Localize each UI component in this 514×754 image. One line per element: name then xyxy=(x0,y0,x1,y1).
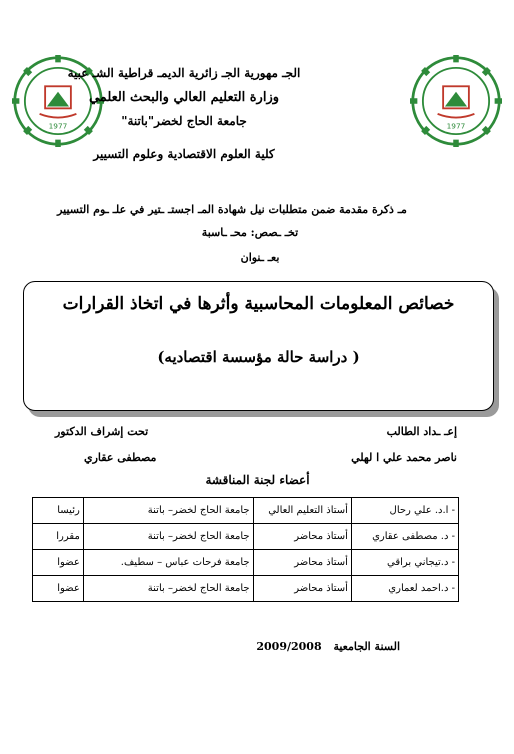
specialty-line: تخـ ـصص: محـ ـاسبة xyxy=(201,226,299,239)
supervisor-name: مصطفى عقاري xyxy=(84,451,157,464)
supervision-label: تحت إشراف الدكتور xyxy=(55,425,149,438)
thesis-title-box xyxy=(23,281,494,411)
committee-heading: أعضاء لجنة المناقشة xyxy=(205,473,310,487)
academic-year-value: 2009/2008 xyxy=(256,640,322,653)
svg-text:1977: 1977 xyxy=(446,121,466,131)
committee-university-cell: جامعة الحاج لخضر– باتنة xyxy=(83,576,253,602)
title-caption: بعـ ـنوان xyxy=(240,251,280,264)
ministry-name: وزارة التعليم العالي والبحث العلمي xyxy=(88,90,280,105)
committee-rank-cell: أستاذ محاضر xyxy=(253,550,351,576)
committee-name-cell: - ا.د. علي رحال xyxy=(351,498,458,524)
committee-row xyxy=(33,550,459,576)
committee-rank-cell: أستاذ التعليم العالي xyxy=(253,498,351,524)
committee-row xyxy=(33,498,459,524)
committee-role-cell: عضوا xyxy=(33,576,84,602)
degree-statement: مـ ذكرة مقدمة ضمن متطلبات نيل شهادة المـ اجستـ ـتير في علـ ـوم التسيير xyxy=(57,203,407,216)
committee-rank-cell: أستاذ محاضر xyxy=(253,524,351,550)
svg-text:1977: 1977 xyxy=(48,121,68,131)
committee-row xyxy=(33,576,459,602)
university-name: جامعة الحاج لخضر"باتنة" xyxy=(121,114,247,128)
committee-rank-cell: أستاذ محاضر xyxy=(253,576,351,602)
committee-university-cell: جامعة الحاج لخضر– باتنة xyxy=(83,524,253,550)
university-logo-icon xyxy=(410,55,502,147)
thesis-subtitle: ( دراسة حالة مؤسسة اقتصاديه) xyxy=(157,348,360,366)
republic-name: الجـ مهورية الجـ زائرية الديمـ قراطية الشـ عبية xyxy=(67,66,301,80)
committee-university-cell: جامعة الحاج لخضر– باتنة xyxy=(83,498,253,524)
committee-name-cell: - د.تيجاني براقي xyxy=(351,550,458,576)
prepared-by-label: إعـ ـداد الطالب xyxy=(386,425,457,438)
academic-year-label: السنة الجامعية xyxy=(333,640,400,653)
academic-year xyxy=(210,640,400,653)
committee-role-cell: رئيسا xyxy=(33,498,84,524)
committee-table xyxy=(32,497,459,602)
committee-role-cell: عضوا xyxy=(33,550,84,576)
committee-university-cell: جامعة فرحات عباس – سطيف. xyxy=(83,550,253,576)
thesis-title: خصائص المعلومات المحاسبية وأثرها في اتخاذ القرارات xyxy=(62,294,455,314)
committee-name-cell: - د. مصطفى عقاري xyxy=(351,524,458,550)
student-name: ناصر محمد علي ا لهلي xyxy=(351,451,457,464)
university-logo-right xyxy=(410,55,502,147)
committee-name-cell: - د.احمد لعماري xyxy=(351,576,458,602)
faculty-name: كلية العلوم الاقتصادية وعلوم التسيير xyxy=(93,147,275,161)
committee-row xyxy=(33,524,459,550)
committee-role-cell: مقررا xyxy=(33,524,84,550)
